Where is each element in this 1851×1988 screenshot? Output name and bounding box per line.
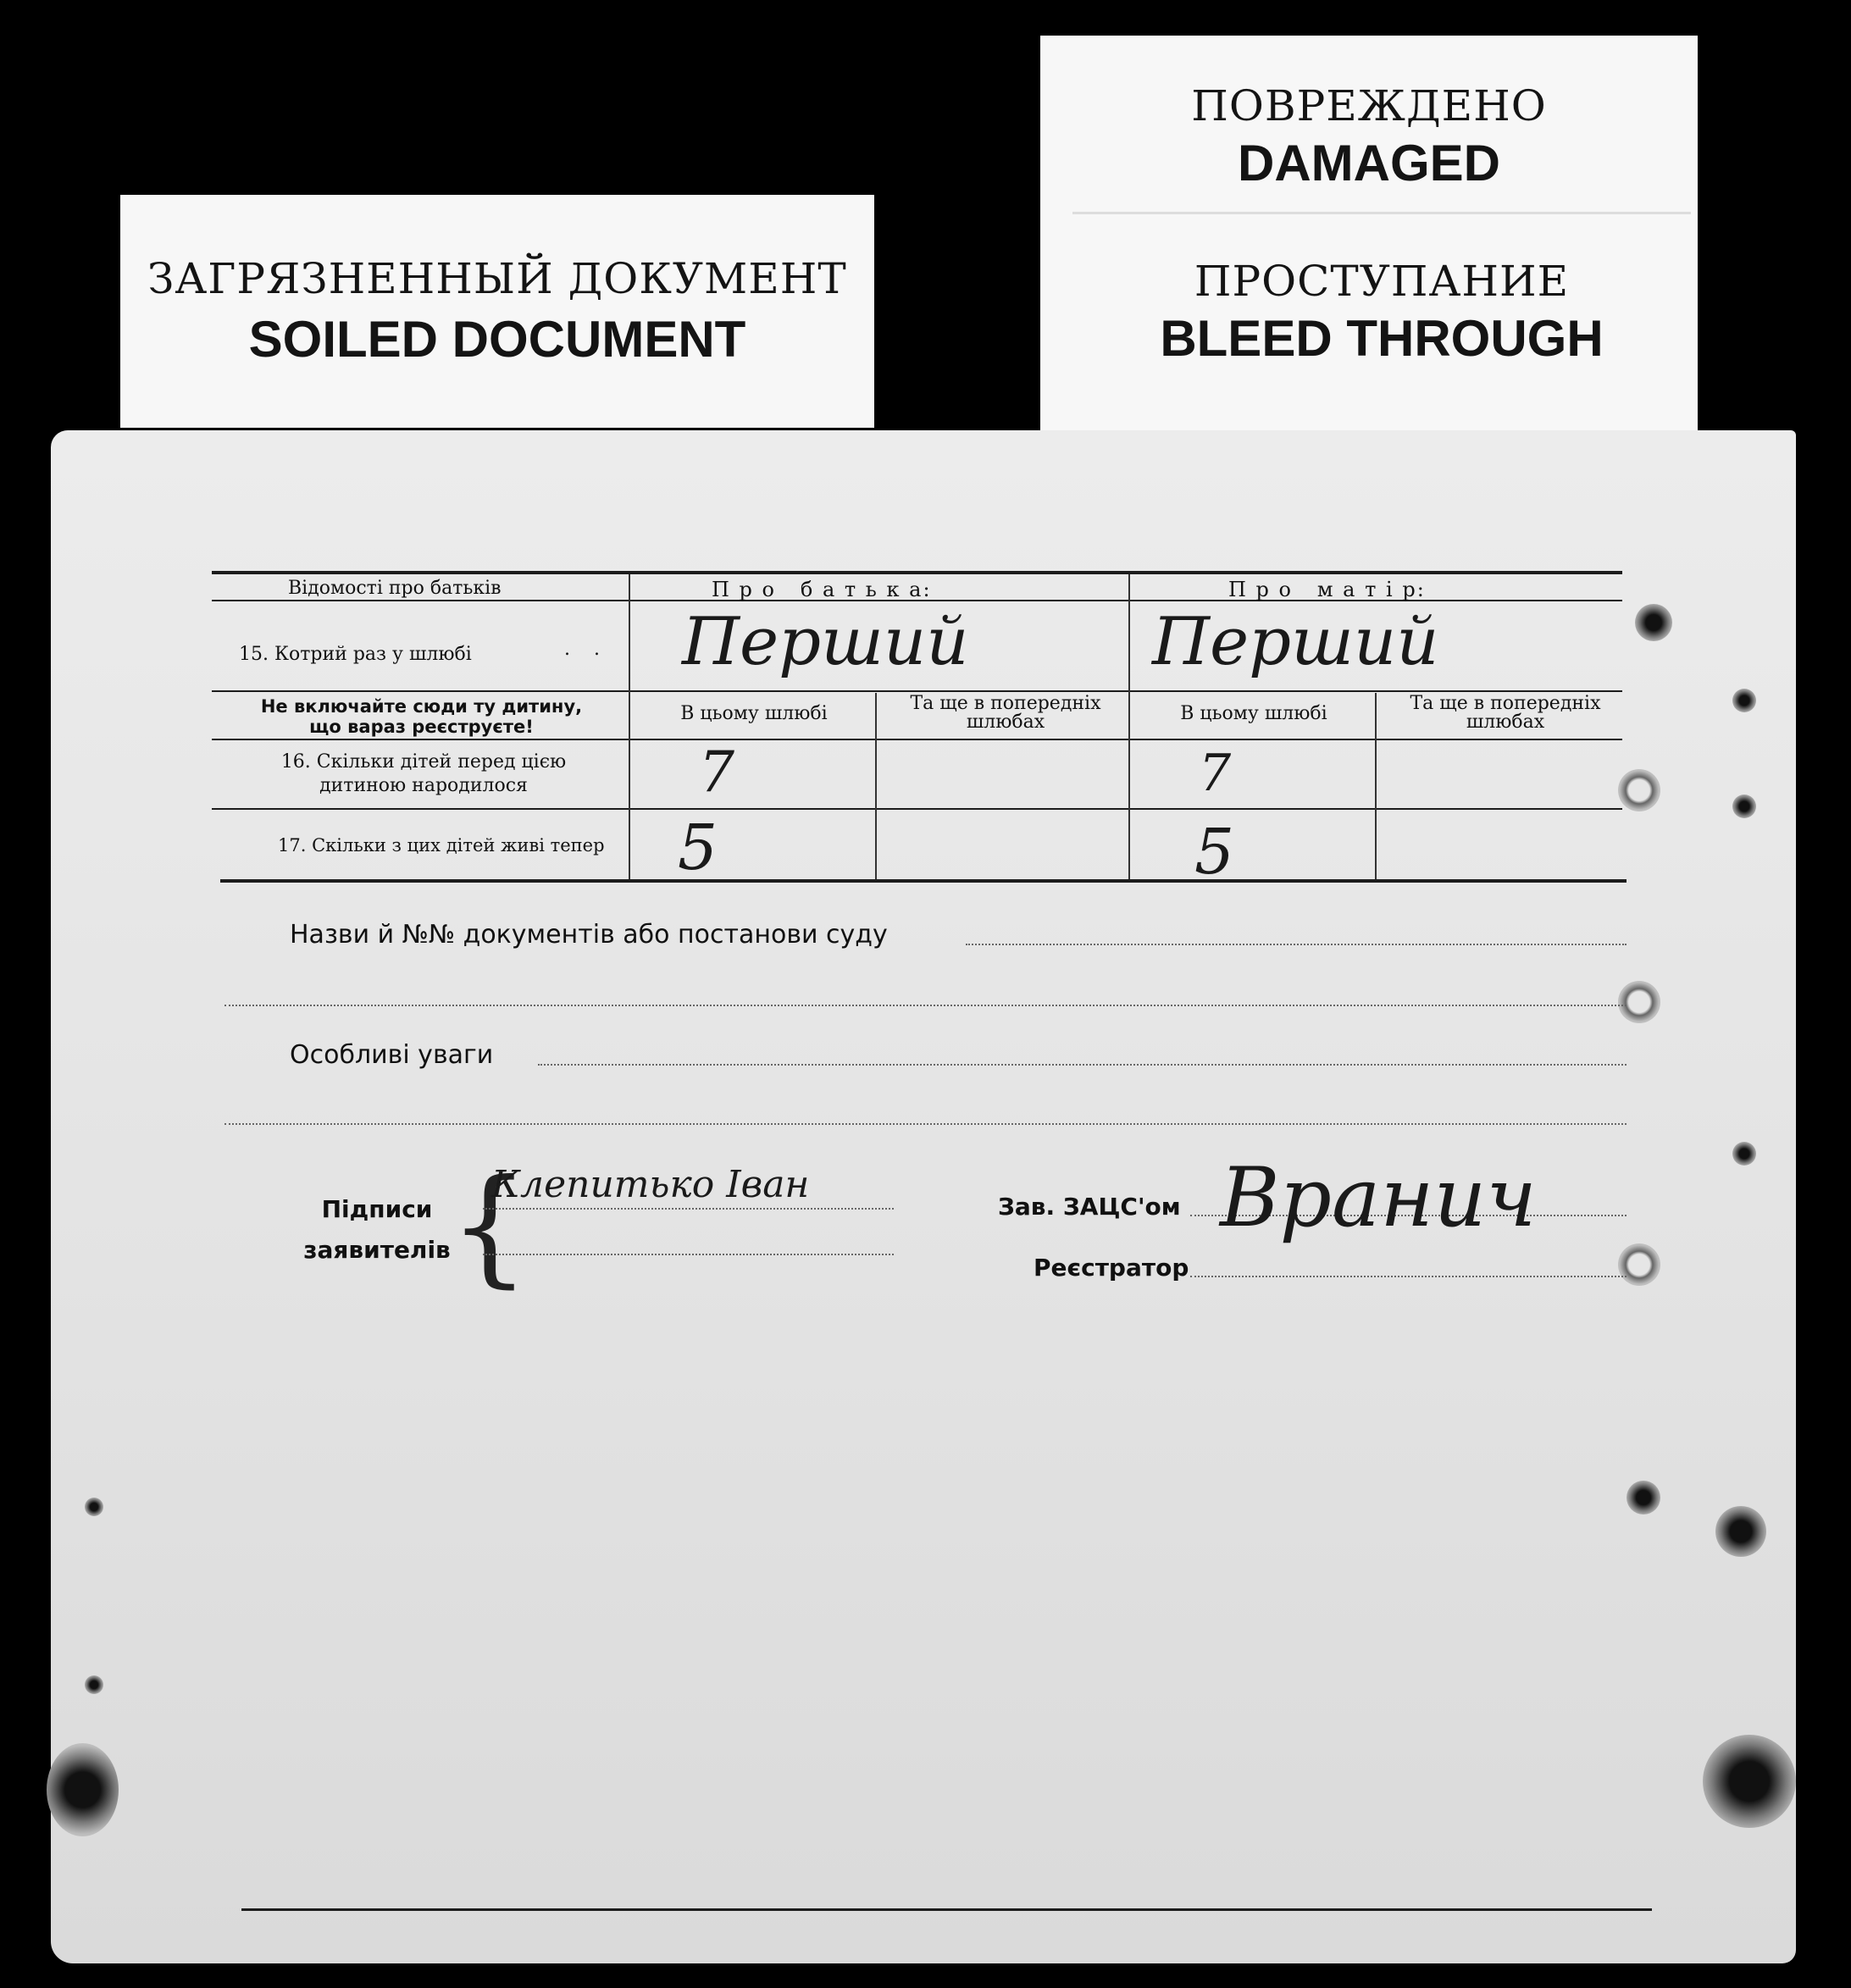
row16-father-handwriting: 7 [699,739,734,805]
mother-col-this-marriage: В цьому шлюбі [1180,703,1327,724]
table-row-rule [212,739,1622,740]
registrar-label: Реєстратор [1034,1254,1189,1282]
table-bottom-rule [220,879,1627,883]
row17-father-handwriting: 5 [678,811,718,884]
punch-hole [1618,769,1660,811]
father-col-prev-line-1: Та ще в попередніх [910,693,1101,714]
table-vrule [1375,693,1377,879]
mother-col-prev-line-2: шлюбах [1466,712,1545,733]
punch-hole [1618,981,1660,1023]
punch-hole [1715,1506,1766,1557]
remarks-label: Особливі уваги [290,1040,494,1070]
father-col-previous-marriages [883,695,1128,732]
bleed-label-en: BLEED THROUGH [1160,310,1604,367]
header-parents-info: Відомості про батьків [288,578,502,599]
punch-hole [1618,1243,1660,1286]
row15-father-handwriting: Перший [682,604,969,680]
punch-hole [47,1743,119,1836]
table-vrule [875,693,877,879]
signatures-line-1: Підписи [321,1195,433,1223]
row16-line-1: 16. Скільки дітей перед цією [280,751,567,772]
table-vrule [629,574,630,879]
documents-line [966,944,1627,945]
damaged-label-en: DAMAGED [1238,135,1500,191]
documents-label: Назви й №№ документів або постанови суду [290,920,888,950]
applicant-signatures-label [280,1189,474,1271]
remarks-line-2 [224,1123,1627,1125]
applicant-signature-line-1 [483,1208,894,1210]
header-about-father: П р о б а т ь к а: [712,578,932,601]
mother-col-prev-line-1: Та ще в попередніх [1410,693,1601,714]
row16-label [237,750,610,798]
row17-label: 17. Скільки з цих дітей живі тепер [278,835,605,856]
row17-mother-handwriting: 5 [1194,816,1235,889]
punch-hole [1627,1481,1660,1515]
note-line-1: Не включайте сюди ту дитину, [260,696,583,717]
registrar-line [1190,1276,1627,1277]
bleed-label-ru: ПРОСТУПАНИЕ [1194,257,1570,306]
signature-brace: { [449,1153,530,1300]
father-col-prev-line-2: шлюбах [966,712,1045,733]
punch-hole [1703,1735,1796,1828]
punch-hole [1635,604,1672,641]
punch-hole [85,1675,103,1694]
mother-col-previous-marriages [1383,695,1628,732]
punch-hole [1732,795,1756,818]
remarks-line [538,1064,1627,1066]
row16-mother-handwriting: 7 [1199,744,1232,803]
punch-hole [85,1498,103,1516]
row16-line-2: дитиною народилося [319,775,528,796]
applicant-signature-handwriting: Клепитько Іван [491,1163,810,1206]
father-col-this-marriage: В цьому шлюбі [680,703,828,724]
table-row15-rule [212,690,1622,692]
page-bottom-rule [241,1908,1652,1911]
documents-line-2 [224,1005,1627,1006]
zags-head-label: Зав. ЗАЦС'ом [998,1193,1181,1221]
soiled-label-ru: ЗАГРЯЗНЕННЫЙ ДОКУМЕНТ [147,254,847,303]
punch-hole [1732,1142,1756,1166]
applicant-signature-line-2 [483,1254,894,1255]
table-row16-rule [212,808,1622,810]
header-about-mother: П р о м а т і р: [1228,578,1426,601]
registrar-signature-handwriting: Вранич [1220,1150,1538,1245]
damaged-label-ru: ПОВРЕЖДЕНО [1191,81,1547,130]
soiled-document-label [120,195,874,428]
soiled-label-en: SOILED DOCUMENT [248,311,746,368]
punch-hole [1732,689,1756,712]
row15-leader: . . [564,639,600,660]
note-exclude-child [220,696,623,737]
signatures-line-2: заявителів [303,1236,451,1264]
row15-mother-handwriting: Перший [1152,604,1439,680]
table-top-rule [212,571,1622,574]
table-vrule [1128,574,1130,879]
bleed-through-label [1072,212,1691,436]
note-line-2: що вараз реєструєте! [309,717,534,737]
form-sheet [51,430,1796,1963]
row15-label: 15. Котрий раз у шлюбі [239,644,472,665]
